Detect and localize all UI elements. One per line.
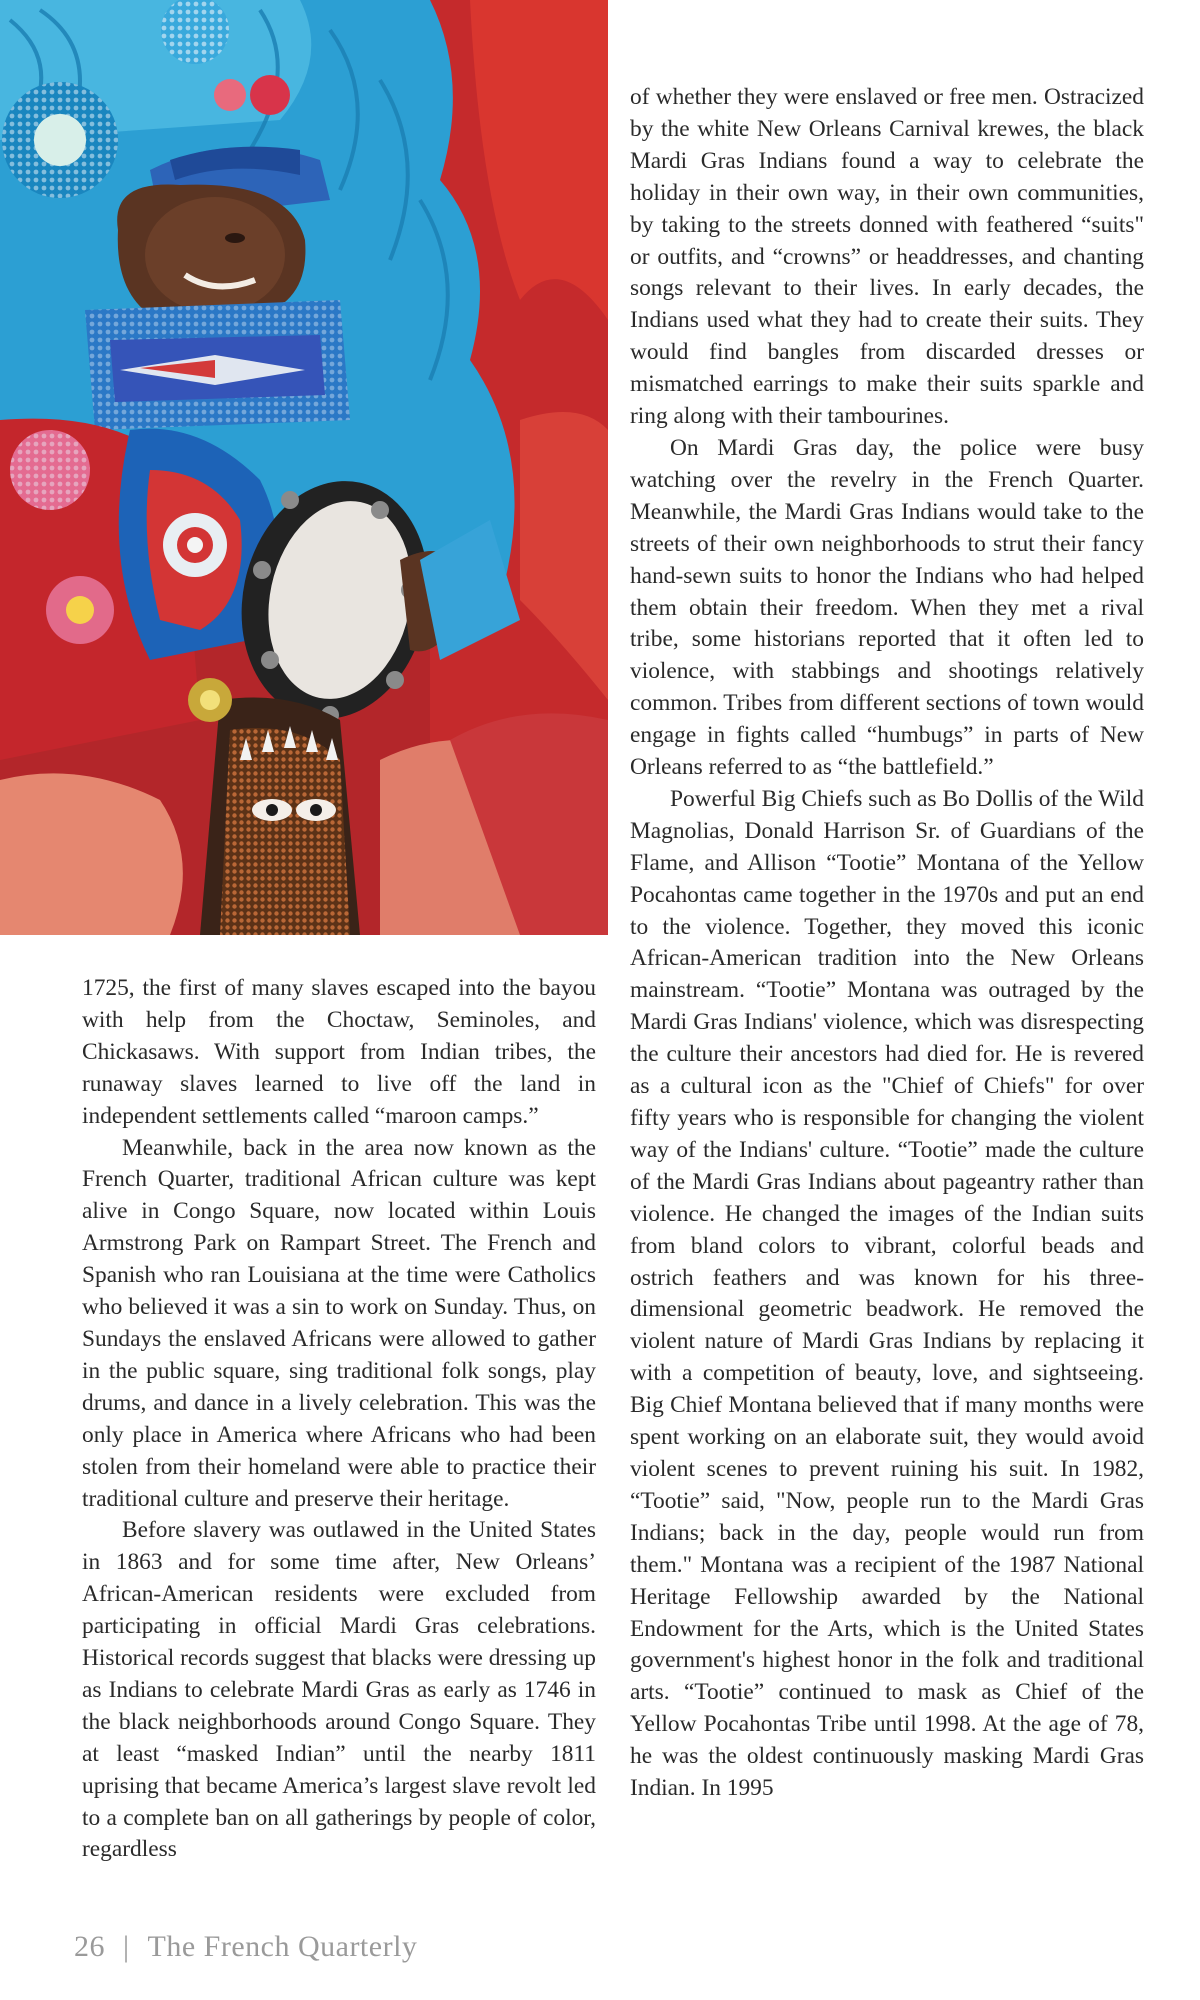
page-footer	[74, 1930, 417, 1964]
paragraph: Before slavery was outlawed in the United States in 1863 and for some time after, New Orleans’ African-American residents were excluded from participating in official Mardi Gras celebrations. Historical records suggest that blacks were dressing up as Indians to celebrate Mardi Gras as early as 1746 in the black neighborhoods around Congo Square. They at least “masked Indian” until the nearby 1811 uprising that became America’s largest slave revolt led to a complete ban on all gatherings by people of color, regardless	[82, 1517, 596, 1863]
paragraph: On Mardi Gras day, the police were busy watching over the revelry in the French Quarter. Meanwhile, the Mardi Gras Indians would take to the streets of their own neighborhoods to strut their fancy hand-sewn suits to honor the Indians who had helped them obtain their freedom. When they met a rival tribe, some historians reported that it often led to violence, with stabbings and shootings relatively common. Tribes from different sections of town would engage in fights called “humbugs” in parts of New Orleans referred to as “the battlefield.”	[630, 434, 1144, 781]
paragraph: of whether they were enslaved or free men. Ostracized by the white New Orleans Carnival krewes, the black Mardi Gras Indians found a way to celebrate the holiday in their own way, in their own communities, by taking to the streets donned with feathered “suits" or outfits, and “crowns” or headdresses, and chanting songs relevant to their lives. In early decades, the Indians used what they had to create their suits. They would find bangles from discarded dresses or mismatched earrings to make their suits sparkle and ring along with their tambourines.	[630, 84, 1144, 430]
article-left-column	[82, 973, 596, 1866]
publication-name: The French Quarterly	[147, 1930, 418, 1963]
mardi-gras-indian-photo	[0, 0, 608, 935]
article-right-column	[630, 82, 1144, 1805]
footer-separator: |	[123, 1930, 130, 1963]
paragraph: Powerful Big Chiefs such as Bo Dollis of the Wild Magnolias, Donald Harrison Sr. of Guardians of the Flame, and Allison “Tootie” Montana of the Yellow Pocahontas came together in the 1970s and put an end to the violence. Together, they moved this iconic African-American tradition into the New Orleans mainstream. “Tootie” Montana was outraged by the Mardi Gras Indians' violence, which was disrespecting the culture their ancestors had died for. He is revered as a cultural icon as the "Chief of Chiefs" for over fifty years who is responsible for changing the violent way of the Indians' culture. “Tootie” made the culture of the Mardi Gras Indians about pageantry rather than violence. He changed the images of the Indian suits from bland colors to vibrant, colorful beads and ostrich feathers and was known for his three-dimensional geometric beadwork. He removed the violent nature of Mardi Gras Indians by replacing it with a competition of beauty, love, and sightseeing. Big Chief Montana believed that if many months were spent working on an elaborate suit, they would avoid violent scenes to prevent ruining his suit. In 1982, “Tootie” said, "Now, people run to the Mardi Gras Indians; back in the day, people would run from them." Montana was a recipient of the 1987 National Heritage Fellowship awarded by the National Endowment for the Arts, which is the United States government's highest honor in the folk and traditional arts. “Tootie” continued to mask as Chief of the Yellow Pocahontas Tribe until 1998. At the age of 78, he was the oldest continuously masking Mardi Gras Indian. In 1995	[630, 785, 1144, 1802]
photo-illustration	[0, 0, 608, 935]
paragraph: Meanwhile, back in the area now known as the French Quarter, traditional African culture was kept alive in Congo Square, now located within Louis Armstrong Park on Rampart Street. The French and Spanish who ran Louisiana at the time were Catholics who believed it was a sin to work on Sunday. Thus, on Sundays the enslaved Africans were allowed to gather in the public square, sing traditional folk songs, play drums, and dance in a lively celebration. This was the only place in America where Africans who had been stolen from their homeland were able to practice their traditional culture and preserve their heritage.	[82, 1134, 596, 1512]
paragraph: 1725, the first of many slaves escaped into the bayou with help from the Choctaw, Seminoles, and Chickasaws. With support from Indian tribes, the runaway slaves learned to live off the land in independent settlements called “maroon camps.”	[82, 975, 596, 1129]
page-number: 26	[74, 1930, 105, 1963]
